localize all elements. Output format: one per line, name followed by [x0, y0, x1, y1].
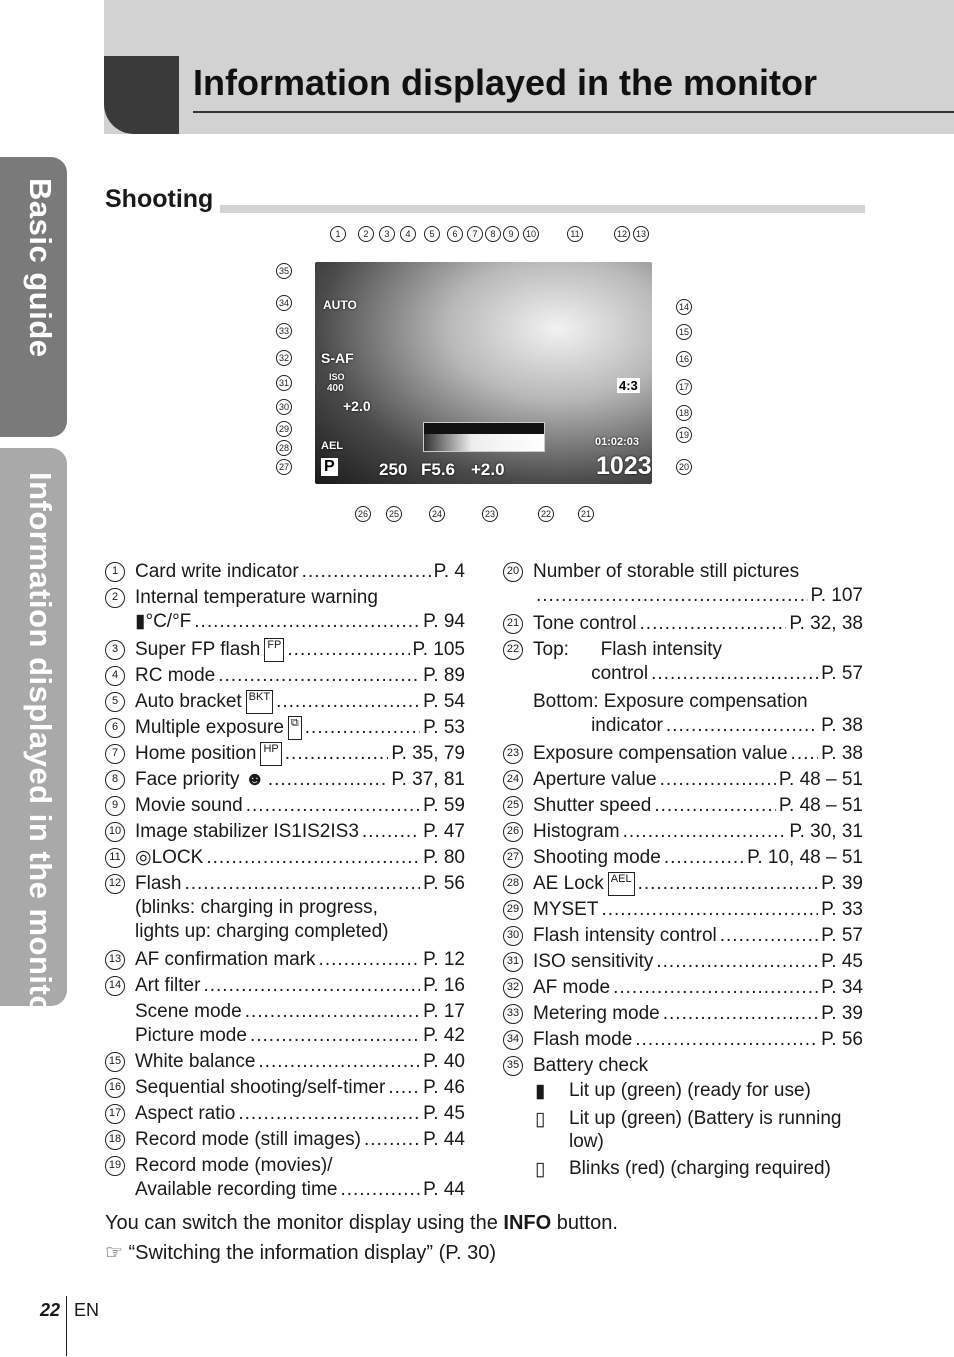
callout-24: 24 [429, 506, 445, 522]
callout-34: 34 [276, 295, 292, 311]
osd-ev: +2.0 [471, 460, 505, 479]
list-item: 27 Shooting mode ..... P. 10, 48 – 51 [503, 846, 863, 872]
battery-full: ▮ Lit up (green) (ready for use) [535, 1080, 811, 1102]
callout-14: 14 [676, 299, 692, 315]
osd-flash-comp: +2.0 [343, 398, 371, 414]
osd-af-mode: S-AF [321, 350, 354, 366]
callout-28: 28 [276, 440, 292, 456]
list-item: Bottom: Exposure compensation indicator ..... P. 38 [503, 690, 863, 742]
side-tab-monitor-info-label: Information displayed in the monitor [23, 472, 58, 1028]
battery-empty-icon: ▯ [535, 1159, 546, 1180]
battery-low-icon: ▯ [535, 1109, 546, 1130]
page-lang: EN [74, 1300, 100, 1320]
legend-right [503, 560, 863, 1186]
callout-9: 9 [503, 226, 519, 242]
list-item: 11 ◎LOCK ..... P. 80 [105, 846, 465, 872]
monitor-photo [315, 262, 652, 484]
legend-left [105, 560, 465, 1206]
callout-29: 29 [276, 421, 292, 437]
callout-31: 31 [276, 375, 292, 391]
battery-low: ▯ Lit up (green) (Battery is running low) [535, 1108, 842, 1152]
footer-note: You can switch the monitor display using the INFO button. [105, 1212, 618, 1234]
list-item: 26 Histogram ..... P. 30, 31 [503, 820, 863, 846]
page-number: 22 [40, 1300, 61, 1320]
callout-23: 23 [482, 506, 498, 522]
callout-1: 1 [330, 226, 346, 242]
callout-33: 33 [276, 323, 292, 339]
osd-shutter: 250 [379, 460, 408, 479]
list-item: 25 Shutter speed ..... P. 48 – 51 [503, 794, 863, 820]
list-item: 31 ISO sensitivity ..... P. 45 [503, 950, 863, 976]
header-tab [104, 56, 179, 134]
osd-flash-auto: AUTO [323, 298, 357, 312]
list-item: 8 Face priority ☻ ..... P. 37, 81 [105, 768, 465, 794]
callout-6: 6 [447, 226, 463, 242]
callout-30: 30 [276, 399, 292, 415]
section-title: Shooting [105, 185, 214, 213]
callout-35: 35 [276, 263, 292, 279]
list-item: 7 Home position HP ..... P. 35, 79 [105, 742, 465, 768]
list-item: 5 Auto bracket BKT ..... P. 54 [105, 690, 465, 716]
list-item: 3 Super FP flash FP ..... P. 105 [105, 638, 465, 664]
osd-histogram [423, 422, 545, 452]
callout-11: 11 [567, 226, 583, 242]
callout-13: 13 [633, 226, 649, 242]
callout-4: 4 [400, 226, 416, 242]
list-item: 30 Flash intensity control ..... P. 57 [503, 924, 863, 950]
list-item: 1 Card write indicator ..... P. 4 [105, 560, 465, 586]
info-button-label: INFO [503, 1212, 552, 1234]
battery-empty: ▯ Blinks (red) (charging required) [535, 1158, 831, 1180]
callout-18: 18 [676, 405, 692, 421]
list-item: 28 AE Lock AEL ..... P. 39 [503, 872, 863, 898]
callout-8: 8 [485, 226, 501, 242]
list-item: 10 Image stabilizer IS1IS2IS3 ..... P. 47 [105, 820, 465, 846]
list-item: 19 Record mode (movies)/ Available recording time ..... P. 44 [105, 1154, 465, 1206]
monitor-diagram [270, 222, 700, 527]
callout-2: 2 [358, 226, 374, 242]
list-item: 35 Battery check [503, 1054, 863, 1080]
list-item: 13 AF confirmation mark ..... P. 12 [105, 948, 465, 974]
list-item: 17 Aspect ratio ..... P. 45 [105, 1102, 465, 1128]
callout-16: 16 [676, 351, 692, 367]
callout-15: 15 [676, 324, 692, 340]
list-item: 29 MYSET ..... P. 33 [503, 898, 863, 924]
list-item: 14 Art filter ..... P. 16 Scene mode ..... P. 17 Picture mode ..... P. 42 [105, 974, 465, 1050]
callout-17: 17 [676, 379, 692, 395]
callout-25: 25 [386, 506, 402, 522]
osd-iso-label: ISO [329, 372, 345, 382]
osd-aperture: F5.6 [421, 460, 456, 479]
list-item: 33 Metering mode ..... P. 39 [503, 1002, 863, 1028]
section-rule [220, 205, 865, 213]
callout-32: 32 [276, 350, 292, 366]
title-rule [193, 111, 954, 113]
callout-7: 7 [467, 226, 483, 242]
footer-ref: ☞ “Switching the information display” (P. 30) [105, 1242, 497, 1264]
list-item: 9 Movie sound ..... P. 59 [105, 794, 465, 820]
callout-27: 27 [276, 459, 292, 475]
osd-time: 01:02:03 [595, 436, 640, 448]
callout-3: 3 [379, 226, 395, 242]
osd-shooting-mode: P [321, 458, 338, 476]
list-item: 18 Record mode (still images) ..... P. 44 [105, 1128, 465, 1154]
page-title: Information displayed in the monitor [193, 62, 818, 103]
list-item: 4 RC mode ..... P. 89 [105, 664, 465, 690]
list-item: 12 Flash ..... P. 56 (blinks: charging in progress, lights up: charging completed) [105, 872, 465, 948]
list-item: 20 Number of storable still pictures ..... P. 107 [503, 560, 863, 612]
callout-22: 22 [538, 506, 554, 522]
list-item: 22 Top: Flash intensity control ..... P. 57 [503, 638, 863, 690]
side-tab-basic-guide-label: Basic guide [23, 178, 58, 358]
list-item: 2 Internal temperature warning ▮ °C/°F ..... P. 94 [105, 586, 465, 638]
list-item: 23 Exposure compensation value ..... P. 38 [503, 742, 863, 768]
list-item: 6 Multiple exposure ⧉ ..... P. 53 [105, 716, 465, 742]
battery-full-icon: ▮ [535, 1081, 546, 1102]
callout-26: 26 [355, 506, 371, 522]
list-item: 15 White balance ..... P. 40 [105, 1050, 465, 1076]
osd-count: 1023 [596, 452, 652, 480]
callout-20: 20 [676, 459, 692, 475]
list-item: 21 Tone control ..... P. 32, 38 [503, 612, 863, 638]
callout-12: 12 [614, 226, 630, 242]
callout-10: 10 [523, 226, 539, 242]
callout-21: 21 [578, 506, 594, 522]
callout-19: 19 [676, 427, 692, 443]
callout-5: 5 [424, 226, 440, 242]
osd-iso-value: 400 [327, 383, 344, 394]
list-item: 32 AF mode ..... P. 34 [503, 976, 863, 1002]
list-item: 34 Flash mode ..... P. 56 [503, 1028, 863, 1054]
list-item: 16 Sequential shooting/self-timer ..... P. 46 [105, 1076, 465, 1102]
osd-ael: AEL [321, 440, 343, 452]
list-item: 24 Aperture value ..... P. 48 – 51 [503, 768, 863, 794]
osd-aspect: 4:3 [619, 378, 638, 393]
page-rule [66, 1296, 67, 1356]
